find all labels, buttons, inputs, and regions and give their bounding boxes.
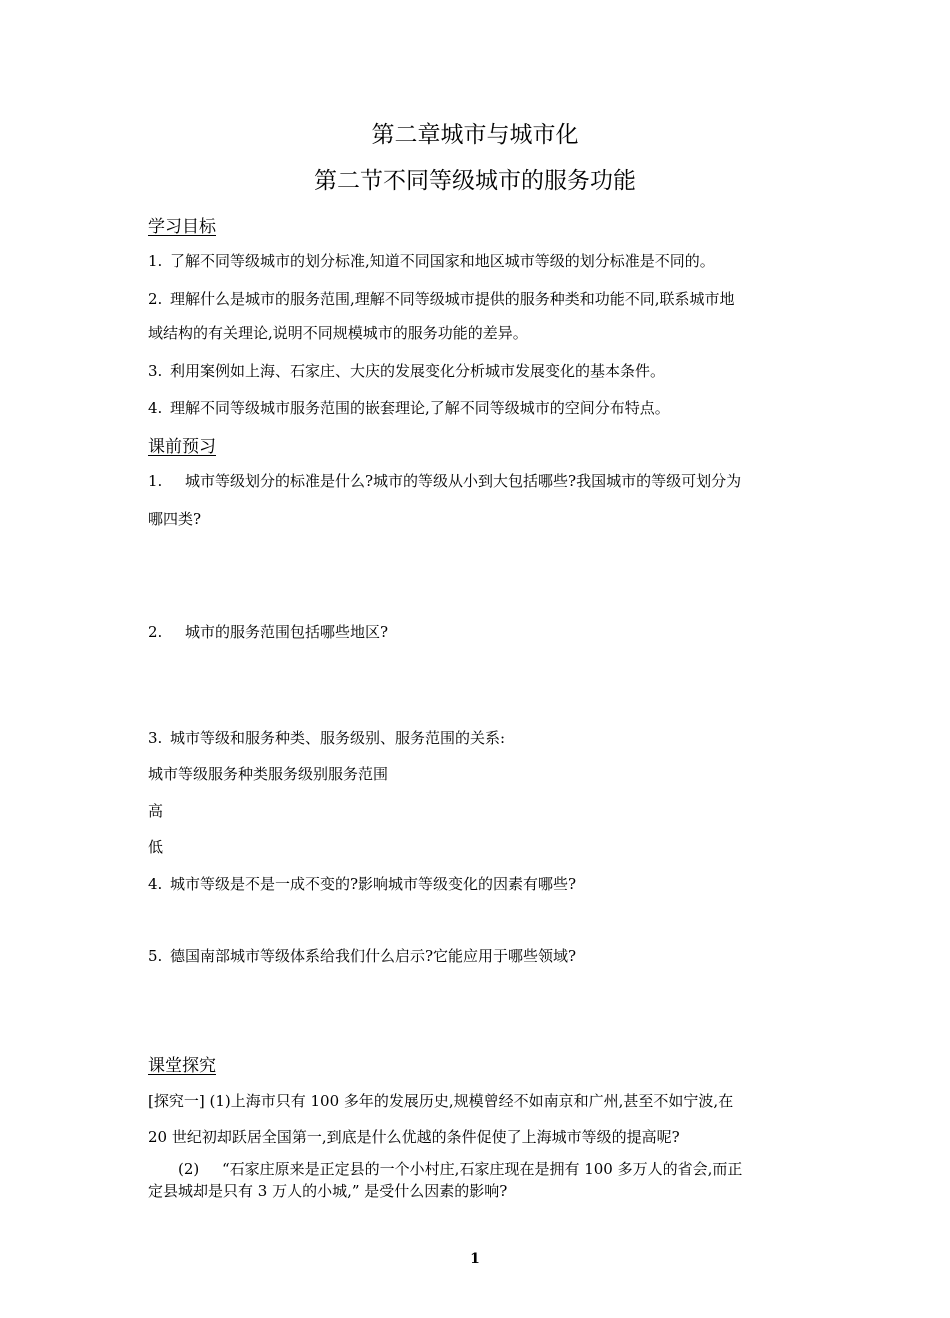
relation-table-header: 城市等级服务种类服务级别服务范围 (148, 765, 389, 783)
section-title: 第二节不同等级城市的服务功能 (314, 168, 636, 194)
preview-question-3 (148, 727, 505, 748)
chapter-title: 第二章城市与城市化 (371, 122, 579, 148)
preview-question-2 (148, 621, 388, 642)
explore-heading: 课堂探究 (148, 1056, 216, 1076)
page-number: 1 (470, 1251, 480, 1267)
goals-heading: 学习目标 (148, 217, 216, 237)
question-text: 城市等级划分的标准是什么?城市的等级从小到大包括哪些?我国城市的等级可划分为 (185, 472, 742, 490)
goal-num: 3. (148, 362, 163, 380)
explore-1-line-2: 20 世纪初却跃居全国第一,到底是什么优越的条件促使了上海城市等级的提高呢? (148, 1128, 680, 1146)
explore-num: (2) (178, 1160, 200, 1178)
question-num: 1. (148, 472, 163, 490)
goal-text: 利用案例如上海、石家庄、大庆的发展变化分析城市发展变化的基本条件。 (170, 362, 666, 380)
goal-item-4 (148, 397, 670, 418)
goal-item-2 (148, 288, 735, 309)
explore-1-line-1: [探究一] (1)上海市只有 100 多年的发展历史,规模曾经不如南京和广州,甚至不如宁波,在 (148, 1092, 734, 1110)
preview-question-1-continued: 哪四类? (148, 510, 202, 528)
goal-num: 2. (148, 290, 163, 308)
explore-text: “石家庄原来是正定县的一个小村庄,石家庄现在是拥有 100 多万人的省会,而正 (222, 1160, 743, 1178)
explore-2-line-1 (148, 1158, 742, 1179)
preview-question-4 (148, 873, 576, 894)
question-num: 3. (148, 729, 163, 747)
goal-item-2-continued: 域结构的有关理论,说明不同规模城市的服务功能的差异。 (148, 324, 528, 342)
goal-text: 理解不同等级城市服务范围的嵌套理论,了解不同等级城市的空间分布特点。 (170, 399, 670, 417)
question-text: 德国南部城市等级体系给我们什么启示?它能应用于哪些领域? (170, 947, 577, 965)
question-num: 5. (148, 947, 163, 965)
question-text: 城市的服务范围包括哪些地区? (185, 623, 389, 641)
goal-item-3 (148, 360, 665, 381)
question-num: 2. (148, 623, 163, 641)
relation-row-low: 低 (148, 838, 164, 856)
goal-text: 了解不同等级城市的划分标准,知道不同国家和地区城市等级的划分标准是不同的。 (170, 252, 715, 270)
preview-heading: 课前预习 (148, 437, 216, 457)
goal-item-1 (148, 250, 715, 271)
question-text: 城市等级和服务种类、服务级别、服务范围的关系: (170, 729, 506, 747)
goal-num: 4. (148, 399, 163, 417)
question-text: 城市等级是不是一成不变的?影响城市等级变化的因素有哪些? (170, 875, 577, 893)
relation-row-high: 高 (148, 802, 164, 820)
goal-num: 1. (148, 252, 163, 270)
goal-text: 理解什么是城市的服务范围,理解不同等级城市提供的服务种类和功能不同,联系城市地 (170, 290, 735, 308)
explore-2-line-2: 定县城却是只有 3 万人的小城,” 是受什么因素的影响? (148, 1182, 508, 1200)
question-num: 4. (148, 875, 163, 893)
preview-question-5 (148, 945, 576, 966)
preview-question-1 (148, 470, 741, 491)
